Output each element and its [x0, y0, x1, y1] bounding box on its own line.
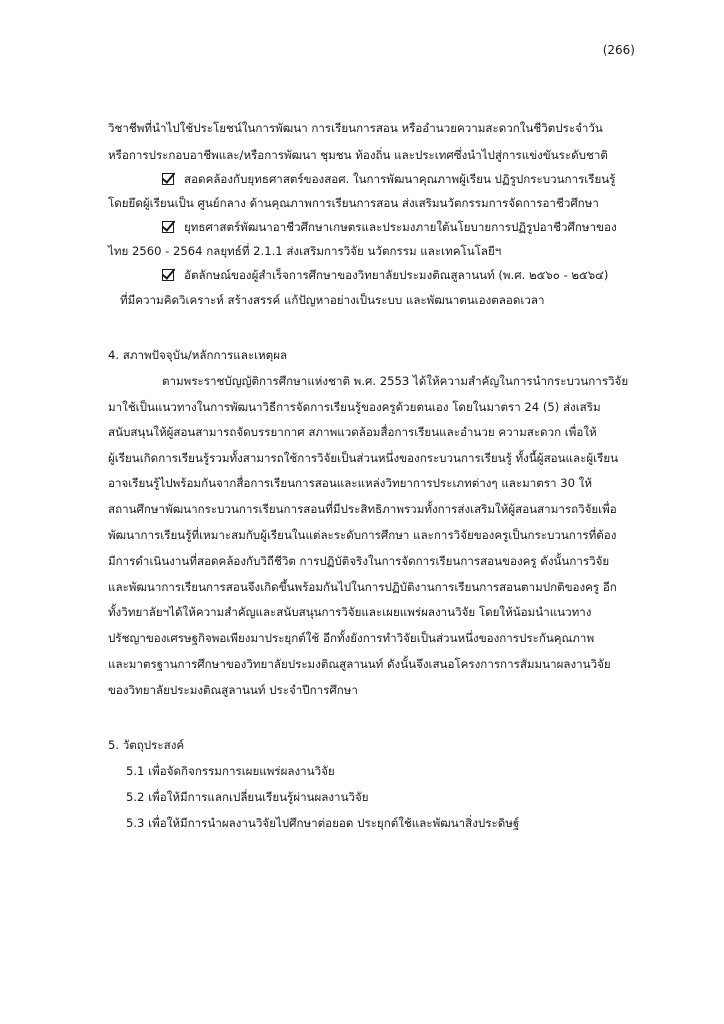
page-number: (266): [602, 43, 635, 57]
text-line: ปรัชญาของเศรษฐกิจพอเพียงมาประยุกต์ใช้ อีกทั้งยังการทำวิจัยเป็นส่วนหนึ่งของการประกันคุณภาพ: [108, 631, 595, 645]
checklist-item: [162, 219, 617, 235]
text-line: ไทย 2560 - 2564 กลยุทธ์ที่ 2.1.1 ส่งเสริมการวิจัย นวัตกรรม และเทคโนโลยีฯ: [108, 244, 502, 258]
text-line: มาใช้เป็นแนวทางในการพัฒนาวิธีการจัดการเรียนรู้ของครูด้วยตนเอง โดยในมาตรา 24 (5) ส่งเสริม: [108, 400, 601, 414]
text-line: และมาตรฐานการศึกษาของวิทยาลัยประมงติณสูลานนท์ ดังนั้นจึงเสนอโครงการการสัมมนาผลงานวิจัย: [108, 657, 611, 671]
list-item: 5.2 เพื่อให้มีการแลกเปลี่ยนเรียนรู้ผ่านผลงานวิจัย: [126, 790, 369, 804]
text-line: วิชาชีพที่นำไปใช้ประโยชน์ในการพัฒนา การเรียนการสอน หรืออำนวยความสะดวกในชีวิตประจำวัน: [108, 121, 603, 135]
text-line: และพัฒนาการเรียนการสอนจึงเกิดขึ้นพร้อมกันไปในการปฏิบัติงานการเรียนการสอนตามปกติของครู อีก: [108, 580, 617, 594]
text-line: พัฒนาการเรียนรู้ที่เหมาะสมกับผู้เรียนในแต่ละระดับการศึกษา และการวิจัยของครูเป็นกระบวนการที่ต้อง: [108, 528, 617, 542]
section-heading: 5. วัตถุประสงค์: [108, 738, 185, 752]
checklist-item: [162, 267, 608, 283]
text-line: สถานศึกษาพัฒนากระบวนการเรียนการสอนที่มีประสิทธิภาพรวมทั้งการส่งเสริมให้ผู้สอนสามารถวิจัยเพื่อ: [108, 502, 617, 516]
list-item: 5.3 เพื่อให้มีการนำผลงานวิจัยไปศึกษาต่อยอด ประยุกต์ใช้และพัฒนาสิ่งประดิษฐ์: [126, 816, 520, 830]
text-line: อาจเรียนรู้ไปพร้อมกันจากสื่อการเรียนการสอนและแหล่งวิทยาการประเภทต่างๆ และมาตรา 30 ให้: [108, 476, 592, 490]
checkbox-checked-icon: [162, 221, 174, 233]
text-line: ทั้งวิทยาลัยฯได้ให้ความสำคัญและสนับสนุนการวิจัยและเผยแพร่ผลงานวิจัย โดยให้น้อมนำแนวทาง: [108, 605, 592, 619]
list-item: 5.1 เพื่อจัดกิจกรรมการเผยแพร่ผลงานวิจัย: [126, 764, 335, 778]
text-line: หรือการประกอบอาชีพและ/หรือการพัฒนา ชุมชน ท้องถิ่น และประเทศซึ่งนำไปสู่การแข่งขันระดับชาติ: [108, 148, 608, 162]
section-heading: 4. สภาพปัจจุบัน/หลักการและเหตุผล: [108, 348, 288, 362]
text-line: โดยยึดผู้เรียนเป็น ศูนย์กลาง ด้านคุณภาพการเรียนการสอน ส่งเสริมนวัตกรรมการจัดการอาชีวศึกษา: [108, 196, 599, 210]
checkbox-checked-icon: [162, 269, 174, 281]
checklist-item-text: ยุทธศาสตร์พัฒนาอาชีวศึกษาเกษตรและประมงภายใต้นโยบายการปฏิรูปอาชีวศึกษาของ: [184, 220, 617, 234]
text-line: สนับสนุนให้ผู้สอนสามารถจัดบรรยากาศ สภาพแวดล้อมสื่อการเรียนและอำนวย ความสะดวก เพื่อให้: [108, 425, 597, 439]
text-line: ผู้เรียนเกิดการเรียนรู้รวมทั้งสามารถใช้การวิจัยเป็นส่วนหนึ่งของกระบวนการเรียนรู้ ทั้งนี้ผู้สอนและผู้เรียน: [108, 451, 619, 465]
text-line: มีการดำเนินงานที่สอดคล้องกับวิถีชีวิต การปฏิบัติจริงในการจัดการเรียนการสอนของครู ดังนั้นการวิจัย: [108, 554, 610, 568]
checklist-item-text: สอดคล้องกับยุทธศาสตร์ของสอศ. ในการพัฒนาคุณภาพผู้เรียน ปฏิรูปกระบวนการเรียนรู้: [184, 172, 616, 186]
text-line: ที่มีความคิดวิเคราะห์ สร้างสรรค์ แก้ปัญหาอย่างเป็นระบบ และพัฒนาตนเองตลอดเวลา: [120, 293, 545, 307]
checklist-item: [162, 171, 615, 187]
text-line: ตามพระราชบัญญัติการศึกษาแห่งชาติ พ.ศ. 2553 ได้ให้ความสำคัญในการนำกระบวนการวิจัย: [162, 374, 629, 388]
checkbox-checked-icon: [162, 173, 174, 185]
text-line: ของวิทยาลัยประมงติณสูลานนท์ ประจำปีการศึกษา: [108, 683, 358, 697]
checklist-item-text: อัตลักษณ์ของผู้สำเร็จการศึกษาของวิทยาลัยประมงติณสูลานนท์ (พ.ศ. ๒๕๖๐ - ๒๕๖๔): [184, 268, 609, 282]
